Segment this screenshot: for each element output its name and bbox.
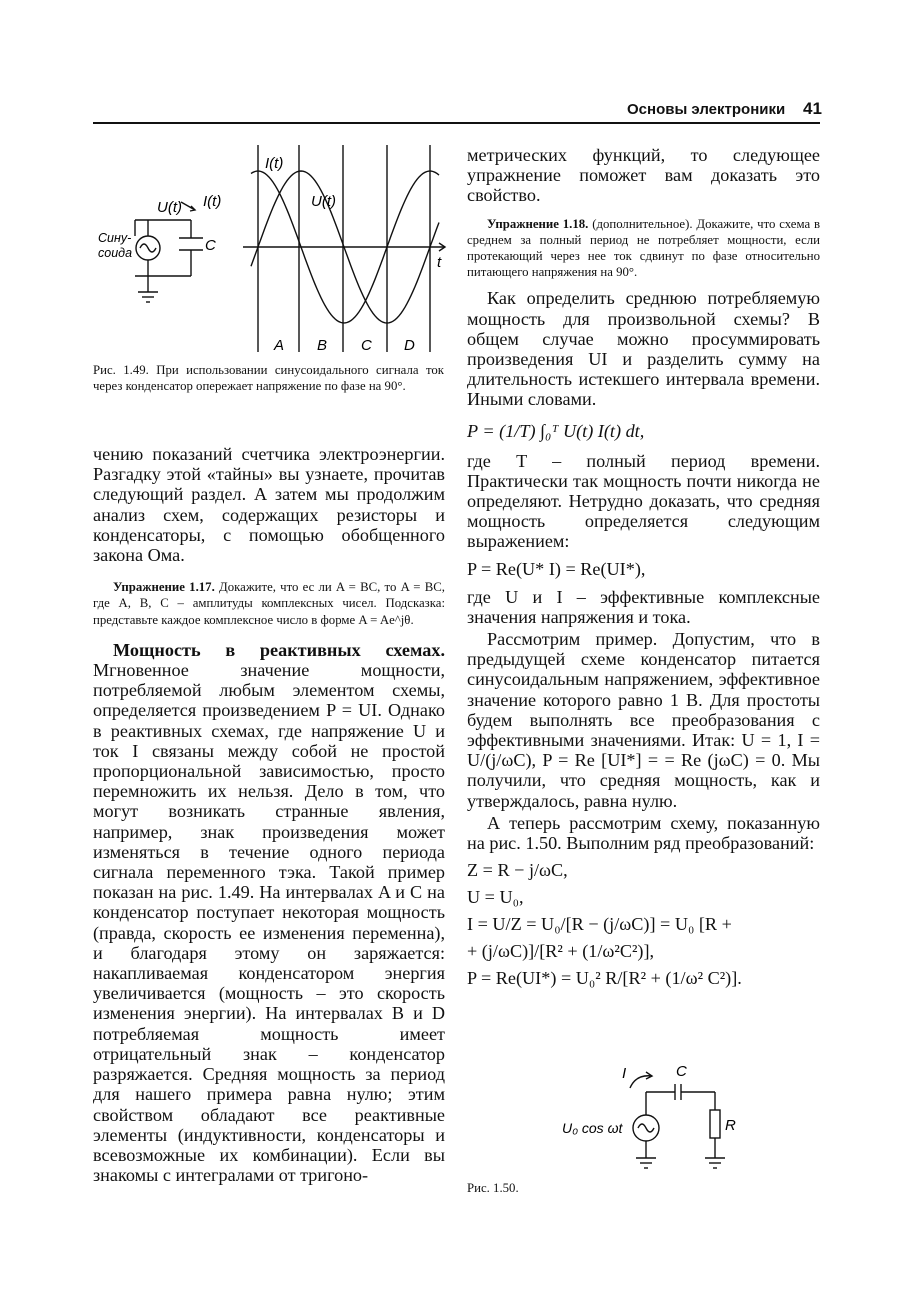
- equation-u: U = U₀,: [467, 887, 524, 908]
- formula-re: P = Re(U* I) = Re(UI*),: [467, 558, 646, 579]
- resistor-symbol: [710, 1110, 720, 1138]
- page-number: 41: [803, 99, 822, 118]
- interval-label-b: B: [317, 337, 328, 354]
- section-title-reactive-power: Мощность в реактивных схемах.: [113, 639, 445, 660]
- label-r: R: [725, 1117, 736, 1134]
- equation-i-line1: I = U/Z = U₀/[R − (j/ωC)] = U₀ [R +: [467, 914, 732, 935]
- label-ut-graph: U(t): [311, 193, 336, 210]
- exercise-1-17: [93, 579, 445, 628]
- capacitor-circuit-schematic: [135, 202, 203, 302]
- header-rule: [93, 122, 820, 124]
- exercise-1-18: [467, 216, 820, 281]
- left-column: [93, 444, 445, 1185]
- label-it-graph: I(t): [265, 155, 284, 172]
- paragraph-reactive-power: [93, 640, 445, 1185]
- interval-label-d: D: [404, 337, 415, 354]
- exercise-1-18-text: (дополнительное). Докажите, что схема в среднем за полный период не потребляет мощности, если протекающий через нее ток сдвинут по фазе относительно питающего напряжения на 90°.: [467, 216, 820, 280]
- interval-label-c: C: [361, 337, 372, 354]
- rc-circuit-schematic: [630, 1072, 725, 1168]
- paragraph-next-circuit: А теперь рассмотрим схему, показанную на рис. 1.50. Выполним ряд преобразований:: [467, 812, 820, 854]
- paragraph-effective-values: где U и I – эффективные комплексные значения напряжения и тока.: [467, 586, 820, 627]
- figure-1-49: [93, 140, 453, 360]
- paragraph-period: где T – полный период времени. Практически так мощность почти никогда не определяют. Нетрудно доказать, что средняя мощность определяется следующим выражением:: [467, 450, 820, 552]
- right-column: [467, 145, 820, 992]
- label-ut-circuit: U(t): [157, 199, 182, 216]
- label-i: I: [622, 1065, 627, 1082]
- exercise-1-17-text: Докажите, что ес ли A = BC, то A = BC, где A, B, C – амплитуды комплексных чисел. Подсказка: представьте каждое комплексное число в форме A = Ae^jθ.: [93, 580, 445, 627]
- figure-1-50: [560, 1062, 760, 1180]
- figure-1-50-caption: Рис. 1.50.: [467, 1181, 519, 1195]
- running-header-title: Основы электроники: [627, 101, 786, 118]
- interval-label-a: A: [274, 337, 285, 354]
- paragraph-trig-continuation: метрических функций, то следующее упражнение поможет вам доказать это свойство.: [467, 145, 820, 206]
- paragraph-counter-continuation: чению показаний счетчика электроэнергии. Разгадку этой «тайны» вы узнаете, прочитав следующий раздел. А затем мы продолжим анализ схем, содержащих резисторы и конденсаторы, с помощью обобщенного закона Ома.: [93, 444, 445, 566]
- exercise-1-18-label: Упражнение 1.18.: [487, 216, 589, 231]
- formula-integral: P = (1/T) ∫₀ᵀ U(t) I(t) dt,: [467, 420, 645, 441]
- label-t-axis: t: [437, 254, 442, 271]
- equation-z: Z = R − j/ωC,: [467, 860, 568, 881]
- paragraph-example: Рассмотрим пример. Допустим, что в предыдущей схеме конденсатор питается синусоидальным напряжением, эффективное значение которого равно 1 В. Для простоты будем выполнять все преобразования с эффективными значениями. Итак: U = 1, I = U/(j/ωC), P = Re [UI*] = = Re (jωC) = 0. Мы получили, что средняя мощность, как и утверждалось, равна нулю.: [467, 629, 820, 811]
- paragraph-reactive-power-text: Мгновенное значение мощности, потребляемой любым элементом схемы, определяется произведением P = UI. Однако в реактивных схемах, где напряжение U и ток I связаны между собой не простой пропорциональной зависимостью, просто перемножить их нельзя. Дело в том, что могут возникать странные явления, например, знак произведения может изменяться в течение одного периода сигнала переменного тэка. Такой пример показан на рис. 1.49. На интервалах A и C на конденсатор поступает некоторая мощность (правда, скорость ее изменения переменна), и благодаря этому он заряжается: накапливаемая конденсатором энергия увеличивается (мощность – это скорость изменения энергии). На интервалах B и D потребляемая мощность имеет отрицательный знак – конденсатор разряжается. Средняя мощность за период для нашего примера равна нулю; этим свойством обладают все реактивные элементы (индуктивности, конденсаторы и всевозможные их комбинации). Если вы знакомы с интегралами от тригоно-: [93, 660, 445, 1186]
- equation-p: P = Re(UI*) = U₀² R/[R² + (1/ω² C²)].: [467, 968, 742, 989]
- label-source: U₀ cos ωt: [562, 1120, 623, 1136]
- label-source-1: Сину-: [98, 231, 132, 245]
- exercise-1-17-label: Упражнение 1.17.: [113, 580, 215, 595]
- paragraph-average-power: Как определить среднюю потребляемую мощность для произвольной схемы? В общем случае можно просуммировать произведения UI и разделить сумму на длительность истекшего интервала времени. Иными словами.: [467, 288, 820, 410]
- equation-i-line2: + (j/ωC)]/[R² + (1/ω²C²)],: [467, 941, 655, 962]
- label-c: C: [205, 237, 216, 254]
- waveform-graph: [243, 145, 445, 352]
- figure-1-49-caption: Рис. 1.49. При использовании синусоидального сигнала ток через конденсатор опережает напряжение по фазе на 90°.: [93, 363, 444, 394]
- label-source-2: соида: [98, 246, 133, 260]
- label-it-circuit: I(t): [203, 193, 222, 210]
- label-c: C: [676, 1063, 687, 1080]
